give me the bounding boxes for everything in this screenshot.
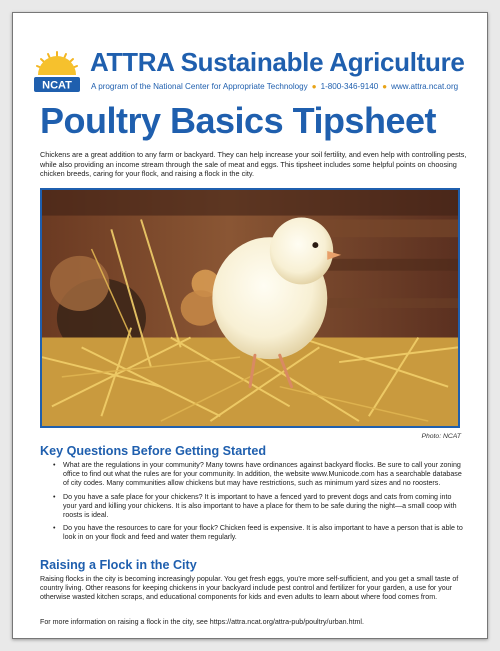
bullet-icon: •: [53, 461, 56, 469]
more-info-paragraph: For more information on raising a flock in the city, see https://attra.ncat.org/attra-pub/poultry/urban.html.: [40, 618, 364, 626]
intro-paragraph: Chickens are a great addition to any farm or backyard. They can help increase your soil fertility, and even help with controlling pests, while also providing an income stream through the sale of meat and eggs. This tipsheet includes some helpful points on choosing chicken breeds, caring for your flock, and raising a flock in the city.: [40, 150, 467, 179]
ncat-logo-text: NCAT: [42, 79, 72, 92]
website-link[interactable]: www.attra.ncat.org: [391, 82, 459, 91]
flock-city-heading: Raising a Flock in the City: [40, 558, 197, 572]
bullet-icon: •: [53, 492, 56, 501]
tagline: [91, 82, 458, 91]
list-item-text: What are the regulations in your community? Many towns have ordinances against backyard flocks. Be sure to call your zoning office to find out what the rules are for your community. In addition, the website www.Municode.com has a searchable database of city codes. Many communities allow chickens but may have restrictions, such as minimum yard sizes and no roosters.: [63, 461, 462, 488]
flock-city-paragraph: Raising flocks in the city is becoming increasingly popular. You get fresh eggs, you’re more self-sufficient, and you get a small taste of country living. Other reasons for keeping chickens in your backyard include pest control and fertilizer for your garden, a use for your otherwise wasted kitchen scraps, and educational components for kids and even adults to learn about where food comes from.: [40, 575, 459, 602]
list-item: [53, 493, 463, 521]
separator-dot-icon: ●: [311, 82, 317, 91]
brand-name: ATTRA Sustainable Agriculture: [90, 47, 465, 77]
phone-number: 1-800-346-9140: [320, 82, 379, 91]
list-item-text: Do you have the resources to care for your flock? Chicken feed is expensive. It is also important to have a person that is able to look in on your flock and feed and water them regularly.: [63, 524, 463, 542]
key-questions-heading: Key Questions Before Getting Started: [40, 444, 267, 458]
list-item-text: Do you have a safe place for your chickens? It is important to have a fenced yard to prevent dogs and cats from coming into your yard and killing your chickens. It is also important to have a place for them to be safe during the night—a small coop with roosts is ideal.: [63, 492, 457, 520]
key-questions-list: [53, 461, 463, 547]
photo-credit: Photo: NCAT: [421, 433, 461, 440]
separator-dot-icon: ●: [382, 82, 388, 91]
page-title: Poultry Basics Tipsheet: [40, 100, 436, 141]
list-item: [53, 524, 463, 542]
ncat-logo: [34, 48, 80, 96]
chick-photo: [40, 188, 460, 428]
tipsheet-page: [12, 12, 488, 639]
bullet-icon: •: [53, 524, 56, 533]
list-item: [53, 461, 463, 489]
tagline-program: A program of the National Center for Appropriate Technology: [91, 82, 308, 91]
